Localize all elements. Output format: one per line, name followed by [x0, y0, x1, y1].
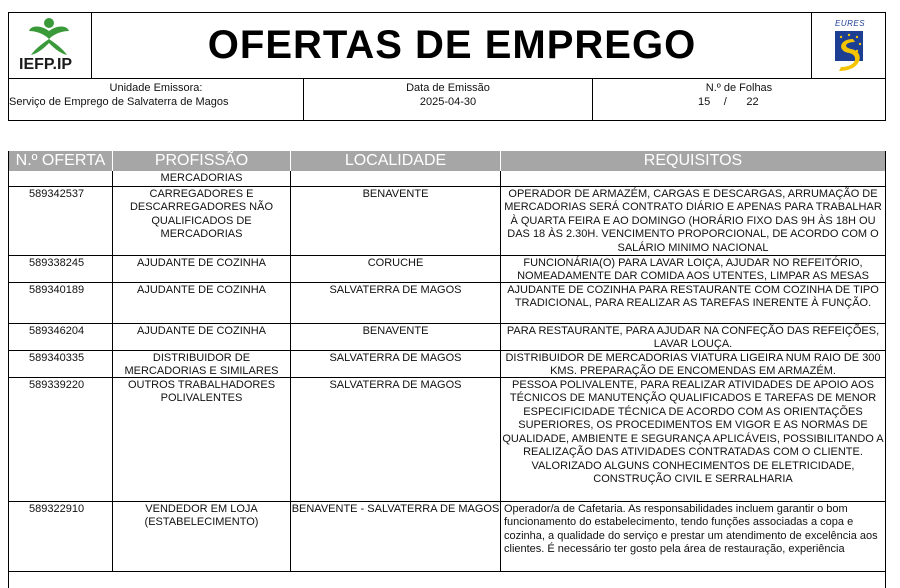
table-row-continued — [9, 171, 885, 187]
iefp-logo-icon — [25, 17, 73, 57]
offer-number: 589342537 — [9, 187, 113, 255]
requirements: DISTRIBUIDOR DE MERCADORIAS VIATURA LIGEIRA NUM RAIO DE 300 KMS. PREPARAÇÃO DE ENCOMENDAS EM ARMAZÉM. — [505, 351, 881, 377]
profession: CARREGADORES E DESCARREGADORES NÃO QUALIFICADOS DE MERCADORIAS — [113, 187, 291, 255]
profession: MERCADORIAS — [113, 171, 291, 186]
offer-number: 589340335 — [9, 351, 113, 377]
requirements: AJUDANTE DE COZINHA PARA RESTAURANTE COM COZINHA DE TIPO TRADICIONAL, PARA REALIZAR AS TAREFAS INERENTE À FUNÇÃO. — [507, 283, 879, 309]
location: BENAVENTE — [291, 324, 501, 350]
eures-logo-icon — [827, 29, 871, 73]
sheet-count-value — [593, 95, 885, 109]
job-offers-table — [8, 151, 886, 588]
iefp-logo — [9, 13, 92, 78]
sheet-separator: / — [723, 96, 727, 108]
issue-date-value: 2025-04-30 — [419, 96, 477, 108]
offer-number: 589338245 — [9, 256, 113, 282]
table-row — [9, 187, 885, 256]
issuing-unit-label: Unidade Emissora: — [109, 82, 203, 94]
location: BENAVENTE — [291, 187, 501, 255]
profession: AJUDANTE DE COZINHA — [113, 283, 291, 323]
issue-date-cell — [304, 79, 593, 120]
table-row — [9, 324, 885, 351]
column-header-requirements: REQUISITOS — [643, 152, 743, 169]
document-header — [8, 12, 886, 79]
table-row — [9, 378, 885, 502]
page-title: OFERTAS DE EMPREGO — [207, 23, 697, 67]
table-row — [9, 256, 885, 283]
profession: DISTRIBUIDOR DE MERCADORIAS E SIMILARES — [113, 351, 291, 377]
issue-date-label: Data de Emissão — [406, 82, 490, 94]
table-header — [9, 151, 885, 171]
iefp-logo-text: IEFP.IP — [19, 56, 73, 73]
location — [291, 171, 501, 186]
table-row — [9, 502, 885, 572]
sheet-current: 15 — [698, 96, 711, 108]
requirements — [501, 171, 885, 186]
profession: OUTROS TRABALHADORES POLIVALENTES — [113, 378, 291, 501]
offer-number: 589339220 — [9, 378, 113, 501]
location: SALVATERRA DE MAGOS — [291, 351, 501, 377]
eures-logo — [811, 13, 885, 78]
requirements: FUNCIONÁRIA(O) PARA LAVAR LOIÇA, AJUDAR NO REFEITÓRIO, NOMEADAMENTE DAR COMIDA AOS UTENTES, LIMPAR AS MESAS — [517, 256, 869, 282]
table-row — [9, 283, 885, 324]
requirements: OPERADOR DE ARMAZÉM, CARGAS E DESCARGAS, ARRUMAÇÃO DE MERCADORIAS SERÁ CONTRATO DIÁRIO E APENAS PARA TRABALHAR À QUARTA FEIRA E AO DOMINGO (HORÁRIO FIXO DAS 9H ÀS 18H OU DAS 18 ÀS 2.30H. VENCIMENTO PROPORCIONAL, DE ACORDO COM O SALÁRIO MINIMO NACIONAL — [504, 187, 882, 254]
eures-logo-text: EURES — [835, 19, 866, 28]
column-header-offer-number: N.º OFERTA — [9, 151, 113, 171]
profession: AJUDANTE DE COZINHA — [113, 324, 291, 350]
profession: AJUDANTE DE COZINHA — [113, 256, 291, 282]
location: CORUCHE — [291, 256, 501, 282]
offer-number: 589322910 — [9, 502, 113, 571]
offer-number: 589340189 — [9, 283, 113, 323]
issuing-unit-value: Serviço de Emprego de Salvaterra de Magos — [9, 96, 229, 108]
location: SALVATERRA DE MAGOS — [291, 283, 501, 323]
sheet-count-label: N.º de Folhas — [705, 82, 773, 94]
profession: VENDEDOR EM LOJA (ESTABELECIMENTO) — [113, 502, 291, 571]
sheet-total: 22 — [746, 96, 759, 108]
requirements: PARA RESTAURANTE, PARA AJUDAR NA CONFEÇÃO DAS REFEIÇÕES, LAVAR LOUÇA. — [506, 324, 880, 350]
issuing-unit-cell — [9, 79, 304, 120]
sheet-count-cell — [593, 79, 885, 120]
column-header-location: LOCALIDADE — [291, 151, 501, 171]
table-row — [9, 351, 885, 378]
offer-number: 589346204 — [9, 324, 113, 350]
location: BENAVENTE - SALVATERRA DE MAGOS — [291, 502, 501, 571]
requirements: Operador/a de Cafetaria. As responsabilidades incluem garantir o bom funcionamento do estabelecimento, tendo funções associadas a copa e cozinha, a qualidade do serviço e prestar um atendimento de excelência aos clientes. É necessário ter gosto pela área de restauração, experiência — [504, 502, 878, 555]
requirements: PESSOA POLIVALENTE, PARA REALIZAR ATIVIDADES DE APOIO AOS TÉCNICOS DE MANUTENÇÃO QUALIFICADOS E TAREFAS DE MENOR ESPECIFICIDADE TÉCNICA DE ACORDO COM AS ORIENTAÇÕES SUPERIORES, OS PROCEDIMENTOS EM VIGOR E AS NORMAS DE QUALIDADE, AMBIENTE E SEGURANÇA APLICÁVEIS, POSSIBILITANDO A REALIZAÇÃO DAS ATIVIDADES CONTRATADAS COM O CLIENTE. VALORIZADO ALGUNS CONHECIMENTOS DE ELETRICIDADE, CONSTRUÇÃO CIVIL E SERRALHARIA — [502, 378, 884, 485]
offer-number — [9, 171, 113, 186]
column-header-profession: PROFISSÃO — [113, 151, 291, 171]
document-metadata — [8, 79, 886, 121]
location: SALVATERRA DE MAGOS — [291, 378, 501, 501]
